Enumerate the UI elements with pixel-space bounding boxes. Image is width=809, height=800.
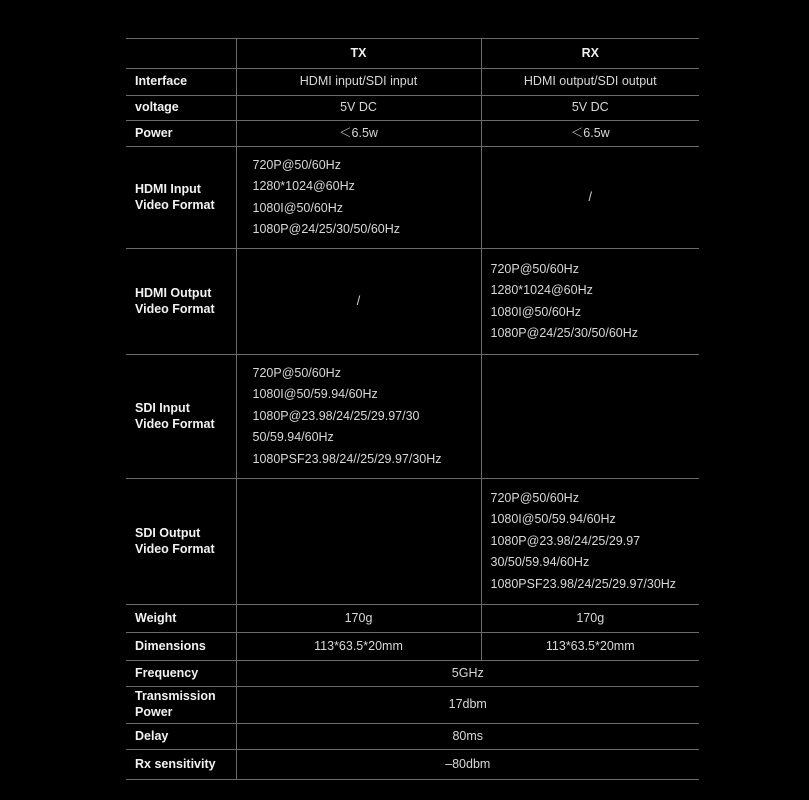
row-label-line: HDMI Input xyxy=(135,181,201,196)
row-label: Rx sensitivity xyxy=(126,750,236,780)
table-row-weight xyxy=(126,605,699,633)
rx-value: ＜6.5w xyxy=(481,121,699,147)
row-label-line: SDI Output xyxy=(135,525,201,540)
tx-value: HDMI input/SDI input xyxy=(236,69,481,96)
list-item: 50/59.94/60Hz xyxy=(252,430,334,445)
row-label: Frequency xyxy=(126,661,236,687)
rx-format-list xyxy=(481,479,699,605)
table-row-interface xyxy=(126,69,699,96)
row-label xyxy=(126,687,236,724)
list-item: 30/50/59.94/60Hz xyxy=(490,555,590,570)
table-row-hdmi-output xyxy=(126,249,699,355)
list-item: 720P@50/60Hz xyxy=(490,490,579,505)
row-label xyxy=(126,355,236,479)
row-label-line: Video Format xyxy=(135,301,215,316)
tx-value xyxy=(236,479,481,605)
list-item: 720P@50/60Hz xyxy=(252,157,341,172)
list-item: 1280*1024@60Hz xyxy=(252,179,355,193)
row-label: Dimensions xyxy=(126,633,236,661)
row-label xyxy=(126,479,236,605)
list-item: 1280*1024@60Hz xyxy=(490,283,593,297)
rx-value: / xyxy=(481,147,699,249)
shared-value: 80ms xyxy=(236,724,699,750)
table-row-frequency xyxy=(126,661,699,687)
tx-value: 113*63.5*20mm xyxy=(236,633,481,661)
row-label-line: HDMI Output xyxy=(135,285,212,300)
list-item: 1080I@50/59.94/60Hz xyxy=(490,512,616,527)
tx-value: 5V DC xyxy=(236,96,481,121)
row-label-line: Video Format xyxy=(135,416,215,431)
tx-value: ＜6.5w xyxy=(236,121,481,147)
table-row-dimensions xyxy=(126,633,699,661)
row-label-line: Video Format xyxy=(135,541,215,556)
row-label: voltage xyxy=(126,96,236,121)
row-label-line: Transmission xyxy=(135,689,216,704)
table-row-hdmi-input xyxy=(126,147,699,249)
rx-value: 170g xyxy=(481,605,699,633)
list-item: 1080I@50/60Hz xyxy=(252,200,344,215)
table-row-sdi-output xyxy=(126,479,699,605)
list-item: 1080P@23.98/24/25/29.97/30 xyxy=(252,408,420,423)
rx-value: 5V DC xyxy=(481,96,699,121)
rx-value: HDMI output/SDI output xyxy=(481,69,699,96)
header-rx: RX xyxy=(481,39,699,69)
shared-value: 5GHz xyxy=(236,661,699,687)
table-row-power xyxy=(126,121,699,147)
list-item: 720P@50/60Hz xyxy=(252,365,341,380)
spec-table xyxy=(126,38,699,780)
rx-value xyxy=(481,355,699,479)
row-label-line: Power xyxy=(135,705,173,719)
row-label: Delay xyxy=(126,724,236,750)
rx-format-list xyxy=(481,249,699,355)
rx-value: 113*63.5*20mm xyxy=(481,633,699,661)
row-label: Power xyxy=(126,121,236,147)
table-row-sdi-input xyxy=(126,355,699,479)
tx-format-list xyxy=(236,147,481,249)
table-row-transmission-power xyxy=(126,687,699,724)
header-empty-cell xyxy=(126,39,236,69)
list-item: 1080I@50/60Hz xyxy=(490,304,582,319)
list-item: 1080PSF23.98/24//25/29.97/30Hz xyxy=(252,451,442,466)
list-item: 1080P@23.98/24/25/29.97 xyxy=(490,533,641,548)
list-item: 1080P@24/25/30/50/60Hz xyxy=(490,326,639,340)
table-row-rx-sensitivity xyxy=(126,750,699,780)
row-label xyxy=(126,147,236,249)
table-header-row xyxy=(126,39,699,69)
list-item: 1080I@50/59.94/60Hz xyxy=(252,387,378,402)
table-row-delay xyxy=(126,724,699,750)
tx-format-list xyxy=(236,355,481,479)
row-label-line: Video Format xyxy=(135,197,215,212)
list-item: 1080PSF23.98/24/25/29.97/30Hz xyxy=(490,576,677,591)
tx-value: / xyxy=(236,249,481,355)
tx-value: 170g xyxy=(236,605,481,633)
row-label xyxy=(126,249,236,355)
shared-value: –80dbm xyxy=(236,750,699,780)
row-label: Weight xyxy=(126,605,236,633)
table-row-voltage xyxy=(126,96,699,121)
row-label: Interface xyxy=(126,69,236,96)
list-item: 720P@50/60Hz xyxy=(490,261,579,276)
header-tx: TX xyxy=(236,39,481,69)
row-label-line: SDI Input xyxy=(135,400,190,415)
shared-value: 17dbm xyxy=(236,687,699,724)
list-item: 1080P@24/25/30/50/60Hz xyxy=(252,222,401,236)
